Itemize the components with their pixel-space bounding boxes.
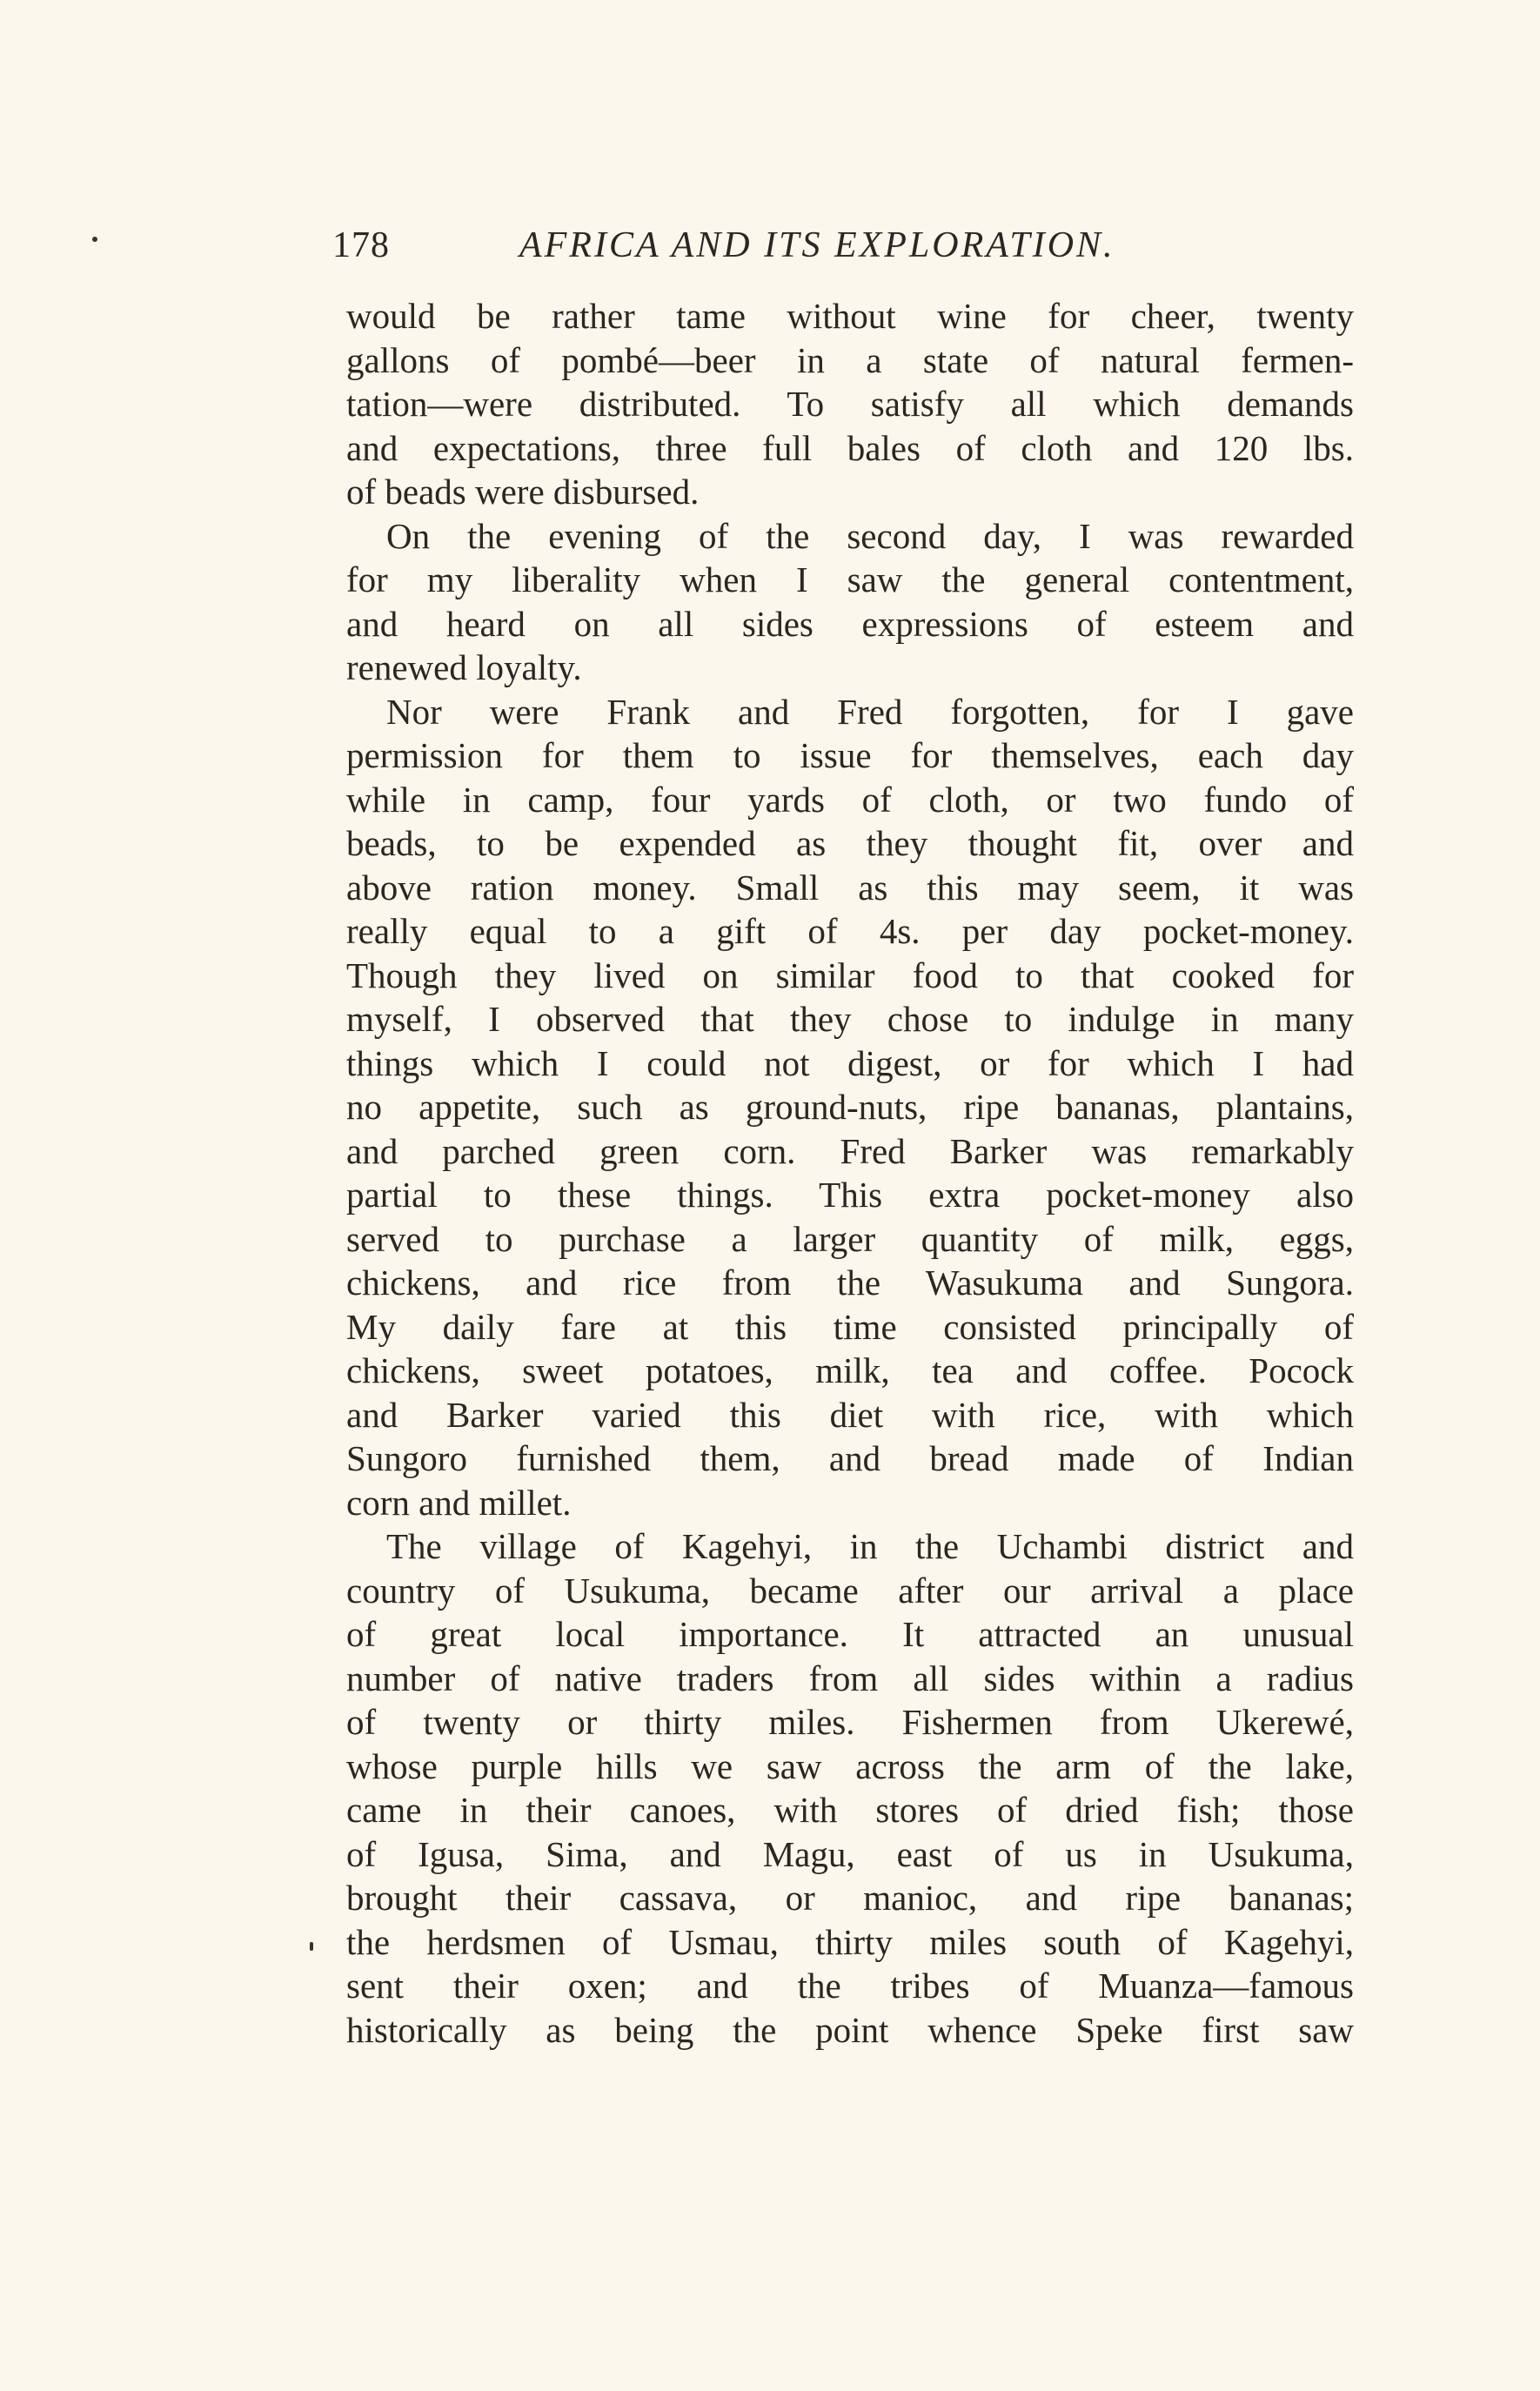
text-line: and heard on all sides expressions of esteem and <box>346 603 1354 644</box>
text-line: country of Usukuma, became after our arrival a place <box>346 1570 1354 1611</box>
text-line: while in camp, four yards of cloth, or two fundo of <box>346 779 1354 820</box>
text-line: brought their cassava, or manioc, and ripe bananas; <box>346 1878 1354 1918</box>
text-line: whose purple hills we saw across the arm of the lake, <box>346 1745 1354 1786</box>
text-line: chickens, and rice from the Wasukuma and Sungora. <box>346 1262 1354 1303</box>
text-line: Nor were Frank and Fred forgotten, for I gave <box>386 691 1354 732</box>
text-line: came in their canoes, with stores of dried fish; those <box>346 1790 1354 1830</box>
text-line: the herdsmen of Usmau, thirty miles south of Kagehyi, <box>346 1921 1354 1962</box>
text-line: historically as being the point whence Speke first saw <box>346 2009 1354 2050</box>
text-line: On the evening of the second day, I was rewarded <box>386 515 1354 556</box>
running-title: AFRICA AND ITS EXPLORATION. <box>519 225 1115 265</box>
margin-dot-side <box>310 1942 313 1951</box>
text-line: sent their oxen; and the tribes of Muanza—famous <box>346 1966 1354 2006</box>
text-line: and Barker varied this diet with rice, with which <box>346 1394 1354 1435</box>
text-line: things which I could not digest, or for which I had <box>346 1042 1354 1083</box>
text-line: myself, I observed that they chose to indulge in many <box>346 999 1354 1039</box>
text-line: Sungoro furnished them, and bread made of Indian <box>346 1438 1354 1478</box>
text-line: served to purchase a larger quantity of milk, eggs, <box>346 1218 1354 1259</box>
body-text <box>346 294 1354 2052</box>
running-head <box>332 219 1202 271</box>
text-line: corn and millet. <box>346 1482 572 1523</box>
text-line: of twenty or thirty miles. Fishermen from Ukerewé, <box>346 1702 1354 1742</box>
text-line: Though they lived on similar food to that cooked for <box>346 954 1354 995</box>
text-line: for my liberality when I saw the general contentment, <box>346 559 1354 599</box>
text-line: number of native traders from all sides within a radius <box>346 1658 1354 1698</box>
text-line: beads, to be expended as they thought fit, over and <box>346 823 1354 863</box>
text-line: of beads were disbursed. <box>346 472 700 512</box>
text-line: would be rather tame without wine for cheer, twenty <box>346 296 1354 336</box>
text-line: really equal to a gift of 4s. per day pocket-money. <box>346 911 1354 951</box>
text-line: above ration money. Small as this may seem, it was <box>346 867 1354 908</box>
text-line: The village of Kagehyi, in the Uchambi district and <box>386 1526 1354 1566</box>
margin-dot-top <box>92 237 97 242</box>
text-line: of great local importance. It attracted an unusual <box>346 1614 1354 1654</box>
page-number: 178 <box>332 225 390 265</box>
text-line: no appetite, such as ground-nuts, ripe bananas, plantains, <box>346 1087 1354 1127</box>
text-line: chickens, sweet potatoes, milk, tea and coffee. Pocock <box>346 1350 1354 1390</box>
text-line: gallons of pombé—beer in a state of natural fermen- <box>346 339 1354 380</box>
text-line: tation—were distributed. To satisfy all which demands <box>346 384 1354 424</box>
text-line: My daily fare at this time consisted principally of <box>346 1306 1354 1347</box>
text-line: and expectations, three full bales of cloth and 120 lbs. <box>346 427 1354 468</box>
text-line: permission for them to issue for themselves, each day <box>346 735 1354 775</box>
text-line: of Igusa, Sima, and Magu, east of us in Usukuma, <box>346 1833 1354 1874</box>
text-line: renewed loyalty. <box>346 647 582 687</box>
text-line: and parched green corn. Fred Barker was remarkably <box>346 1130 1354 1171</box>
text-line: partial to these things. This extra pocket-money also <box>346 1175 1354 1215</box>
